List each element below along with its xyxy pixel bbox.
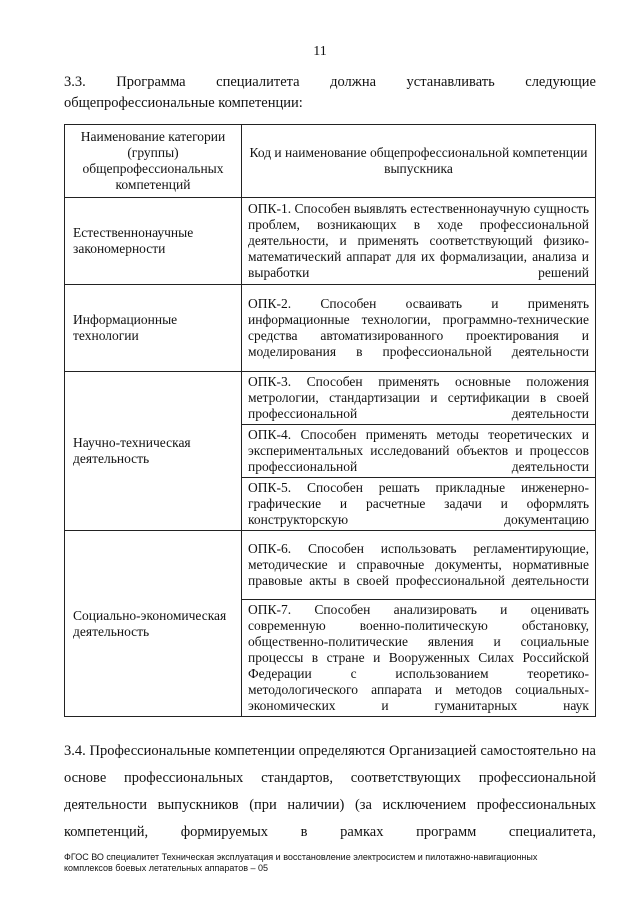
competency-cell: ОПК-3. Способен применять основные положения метрологии, стандартизации и сертификации в своей профессиональной деятельности xyxy=(242,372,596,425)
header-code: Код и наименование общепрофессиональной компетенции выпускника xyxy=(242,125,596,198)
competency-cell: ОПК-6. Способен использовать регламентирующие, методические и справочные документы, нормативные правовые акты в своей профессиональной деятельности xyxy=(242,531,596,600)
table-header-row xyxy=(65,125,596,198)
intro-paragraph: 3.3. Программа специалитета должна устанавливать следующие общепрофессиональные компетенции: xyxy=(64,74,596,111)
page-number: 11 xyxy=(313,44,327,59)
competency-cell: ОПК-4. Способен применять методы теоретических и экспериментальных исследований объектов и процессов профессиональной деятельности xyxy=(242,425,596,478)
table-row xyxy=(65,531,596,600)
category-cell: Социально-экономическая деятельность xyxy=(65,531,242,717)
table-row xyxy=(65,198,596,285)
category-cell: Естественнонаучные закономерности xyxy=(65,198,242,285)
competency-cell: ОПК-1. Способен выявлять естественнонаучную сущность проблем, возникающих в ходе профессиональной деятельности, и применять соответствующий физико-математический аппарат для их формализации, анализа и выработки решений xyxy=(242,198,596,285)
competency-cell: ОПК-5. Способен решать прикладные инженерно-графические и расчетные задачи и оформлять конструкторскую документацию xyxy=(242,478,596,531)
table-row xyxy=(65,285,596,372)
section-3-4-paragraph: 3.4. Профессиональные компетенции определяются Организацией самостоятельно на основе профессиональных стандартов, соответствующих профессиональной деятельности выпускников (при наличии) (за исключением профессиональных компетенций, формируемых в рамках программ специалитета, xyxy=(64,743,596,840)
footer-note: ФГОС ВО специалитет Техническая эксплуатация и восстановление электросистем и пилотажно-навигационных комплексов боевых летательных аппаратов – 05 xyxy=(64,852,538,873)
table-row xyxy=(65,372,596,425)
header-category: Наименование категории (группы) общепрофессиональных компетенций xyxy=(65,125,242,198)
competency-cell: ОПК-2. Способен осваивать и применять информационные технологии, программно-технические средства автоматизированного проектирования и моделирования в профессиональной деятельности xyxy=(242,285,596,372)
category-cell: Научно-техническая деятельность xyxy=(65,372,242,531)
competency-cell: ОПК-7. Способен анализировать и оценивать современную военно-политическую обстановку, общественно-политические явления и социальные процессы в стране и Вооруженных Силах Российской Федерации с использованием теоретико-методологического аппарата и методов социальных-экономических и гуманитарных наук xyxy=(242,600,596,717)
category-cell: Информационные технологии xyxy=(65,285,242,372)
competencies-table xyxy=(64,124,596,717)
